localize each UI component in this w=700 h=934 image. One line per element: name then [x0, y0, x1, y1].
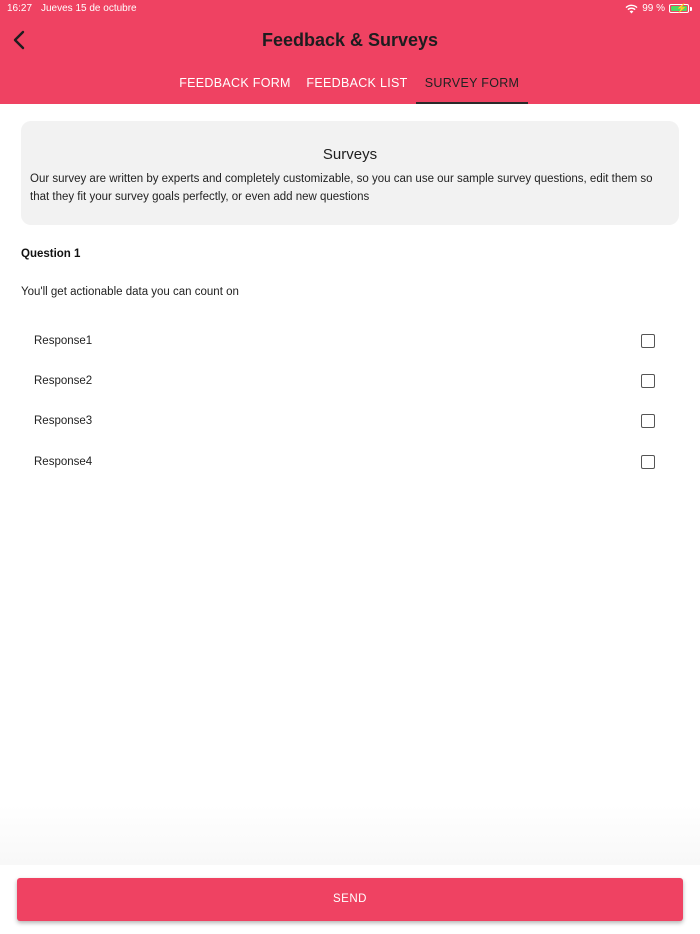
status-date: Jueves 15 de octubre [41, 3, 137, 14]
response-option[interactable] [21, 408, 679, 436]
app-header [0, 0, 700, 104]
status-bar [0, 0, 700, 18]
battery-percentage: 99 % [642, 3, 665, 14]
card-title: Surveys [322, 146, 378, 163]
bottom-fade [0, 805, 700, 865]
tab-feedback-form[interactable]: FEEDBACK FORM [179, 76, 291, 90]
response-option[interactable] [21, 449, 679, 477]
checkbox-icon[interactable] [641, 374, 655, 388]
question-label: Question 1 [21, 248, 81, 260]
surveys-intro-card [21, 121, 679, 225]
response-label: Response4 [34, 456, 93, 468]
response-label: Response2 [34, 375, 93, 387]
battery-charging-icon: ⚡ [669, 4, 689, 13]
checkbox-icon[interactable] [641, 334, 655, 348]
checkbox-icon[interactable] [641, 414, 655, 428]
response-option[interactable] [21, 368, 679, 396]
card-description: Our survey are written by experts and completely customizable, so you can use our sample survey questions, edit them so that they fit your survey goals perfectly, or even add new questions [30, 173, 653, 203]
status-time: 16:27 [7, 3, 33, 14]
tab-bar [172, 70, 528, 104]
status-right [625, 3, 692, 14]
tab-feedback-list[interactable]: FEEDBACK LIST [306, 76, 408, 90]
send-button[interactable]: SEND [17, 878, 683, 921]
wifi-icon [625, 4, 638, 14]
response-option[interactable] [21, 328, 679, 356]
tab-survey-form[interactable]: SURVEY FORM [416, 70, 528, 104]
response-label: Response3 [34, 415, 93, 427]
page-title: Feedback & Surveys [261, 30, 439, 50]
response-label: Response1 [34, 335, 93, 347]
checkbox-icon[interactable] [641, 455, 655, 469]
battery-tip [690, 7, 692, 11]
question-text: You'll get actionable data you can count on [21, 286, 239, 298]
